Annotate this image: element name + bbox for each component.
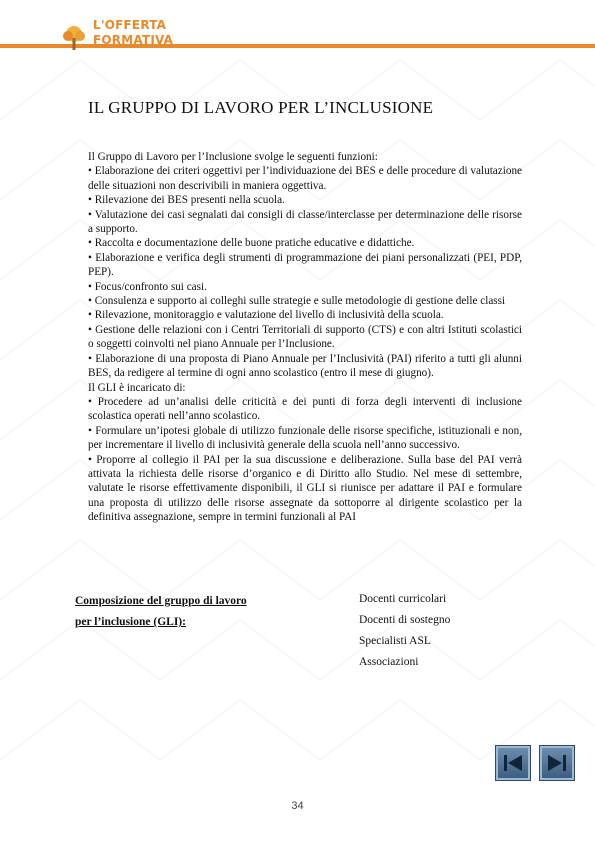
next-page-icon [540, 746, 574, 780]
logo-line-2: FORMATIVA [93, 33, 174, 47]
members-list [359, 589, 450, 673]
composition-label-line-2: per l’inclusione (GLI): [75, 616, 186, 628]
paragraph: • Elaborazione e verifica degli strumenti di programmazione dei piani personalizzati (PEI, PDP, PEP). [88, 251, 522, 279]
previous-page-icon [496, 746, 530, 780]
paragraph: • Formulare un’ipotesi globale di utilizzo funzionale delle risorse specifiche, istituzionali e non, per incrementare il livello di inclusività generale della scuola nell’anno successivo. [88, 424, 522, 452]
paragraph: • Gestione delle relazioni con i Centri Territoriali di supporto (CTS) e con altri Istituti scolastici o soggetti coinvolti nel piano Annuale per l’Inclusione. [88, 323, 522, 351]
paragraph: • Valutazione dei casi segnalati dai consigli di classe/interclasse per determinazione delle risorse a supporto. [88, 208, 522, 236]
member-item: Associazioni [359, 656, 419, 668]
paragraph: • Rilevazione dei BES presenti nella scuola. [88, 194, 285, 207]
paragraph: • Rilevazione, monitoraggio e valutazione del livello di inclusività della scuola. [88, 309, 444, 322]
previous-page-button[interactable] [495, 745, 531, 781]
paragraph: Il Gruppo di Lavoro per l’Inclusione svolge le seguenti funzioni: [88, 151, 378, 163]
paragraph: • Elaborazione di una proposta di Piano Annuale per l’Inclusività (PAI) riferito a tutti gli alunni BES, da redigere al termine di ogni anno scolastico (entro il mese di giugno). [88, 352, 522, 380]
paragraph: • Elaborazione dei criteri oggettivi per l’individuazione dei BES e delle procedure di valutazione delle situazioni non descrivibili in maniera oggettiva. [88, 165, 522, 192]
paragraph: • Procedere ad un’analisi delle criticità e dei punti di forza degli interventi di inclusione scolastica operati nell’anno scolastico. [88, 395, 522, 423]
member-item: Specialisti ASL [359, 635, 431, 647]
next-page-button[interactable] [539, 745, 575, 781]
member-item: Docenti curricolari [359, 593, 447, 605]
paragraph: • Consulenza e supporto ai colleghi sulle strategie e sulle metodologie di gestione delle classi [88, 295, 506, 308]
member-item: Docenti di sostegno [359, 614, 451, 626]
logo-line-1: L'OFFERTA [93, 18, 167, 32]
paragraph: • Focus/confronto sui casi. [88, 280, 207, 293]
composition-label-line-1: Composizione del gruppo di lavoro [75, 595, 247, 607]
page-header [0, 0, 595, 60]
paragraph: • Raccolta e documentazione delle buone pratiche educative e didattiche. [88, 237, 415, 250]
logo-text [93, 18, 173, 48]
body-text [88, 150, 522, 525]
page-title: IL GRUPPO DI LAVORO PER L’INCLUSIONE [88, 98, 434, 117]
header-rule [0, 44, 595, 48]
paragraph: • Proporre al collegio il PAI per la sua discussione e deliberazione. Sulla base del PAI verrà attivata la richiesta delle risorse d’organico e di Diritto allo Studio. Nel mese di settembre, valutate le risorse effettivamente disponibili, il GLI si riunisce per adattare il PAI e formulare una proposta di utilizzo delle risorse assegnate da sottoporre al dirigente scolastico per la definitiva assegnazione, sempre in termini funzionali al PAI [88, 453, 522, 524]
composition-label [75, 591, 247, 633]
tree-icon [60, 24, 88, 52]
paragraph: Il GLI è incaricato di: [88, 381, 186, 394]
page-number: 34 [291, 800, 304, 812]
